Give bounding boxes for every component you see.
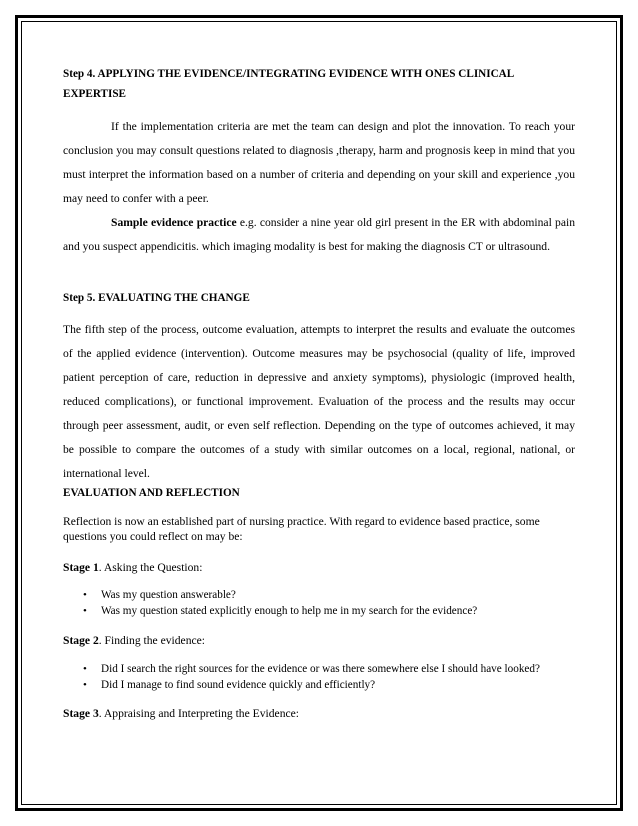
list-item: • Did I manage to find sound evidence quickly and efficiently? bbox=[63, 677, 575, 693]
sample-label: Sample evidence practice bbox=[111, 216, 237, 229]
stage3-title-text: . Appraising and Interpreting the Evidence: bbox=[98, 707, 300, 720]
evaluation-heading: EVALUATION AND REFLECTION bbox=[63, 487, 240, 499]
stage2-label: Stage 2 bbox=[63, 634, 99, 647]
list-item: • Was my question answerable? bbox=[63, 587, 575, 603]
stage2-bullets bbox=[63, 661, 575, 693]
stage1-bullets bbox=[63, 587, 575, 619]
step4-sample-paragraph bbox=[63, 211, 575, 259]
stage3-label: Stage 3 bbox=[63, 707, 99, 720]
list-item: • Did I search the right sources for the evidence or was there somewhere else I should have looked? bbox=[63, 661, 575, 677]
stage2-title-text: . Finding the evidence: bbox=[98, 634, 206, 647]
step4-heading: Step 4. APPLYING THE EVIDENCE/INTEGRATING EVIDENCE WITH ONES CLINICAL EXPERTISE bbox=[63, 68, 514, 100]
stage1-title bbox=[63, 560, 575, 575]
list-item: • Was my question stated explicitly enough to help me in my search for the evidence? bbox=[63, 603, 575, 619]
stage2-title bbox=[63, 633, 575, 648]
stage1-label: Stage 1 bbox=[63, 561, 99, 574]
step4-paragraph: If the implementation criteria are met the team can design and plot the innovation. To reach your conclusion you may consult questions related to diagnosis ,therapy, harm and prognosis keep in mind that you must interpret the information based on a number of criteria and depending on your skill and experience ,you may need to confer with a peer. bbox=[63, 120, 575, 205]
step5-paragraph: The fifth step of the process, outcome evaluation, attempts to interpret the results and evaluate the outcomes of the applied evidence (intervention). Outcome measures may be psychosocial (quality of life, improved patient perception of care, reduction in depressive and anxiety symptoms), physiologic (improved health, reduced complications), or functional improvement. Evaluation of the process and the results may occur through peer assessment, audit, or even self reflection. Depending on the type of outcomes achieved, it may be possible to compare the outcomes of a study with similar outcomes on a local, regional, national, or international level. bbox=[63, 323, 575, 480]
evaluation-intro: Reflection is now an established part of nursing practice. With regard to evidence based practice, some questions you could reflect on may be: bbox=[63, 515, 540, 543]
step5-heading: Step 5. EVALUATING THE CHANGE bbox=[63, 292, 250, 304]
stage3-title bbox=[63, 706, 575, 721]
sample-text: e.g. consider a nine year old girl present in the ER with abdominal pain and you suspect appendicitis. which imaging modality is best for making the diagnosis CT or ultrasound. bbox=[63, 216, 576, 253]
stage1-title-text: . Asking the Question: bbox=[98, 561, 203, 574]
